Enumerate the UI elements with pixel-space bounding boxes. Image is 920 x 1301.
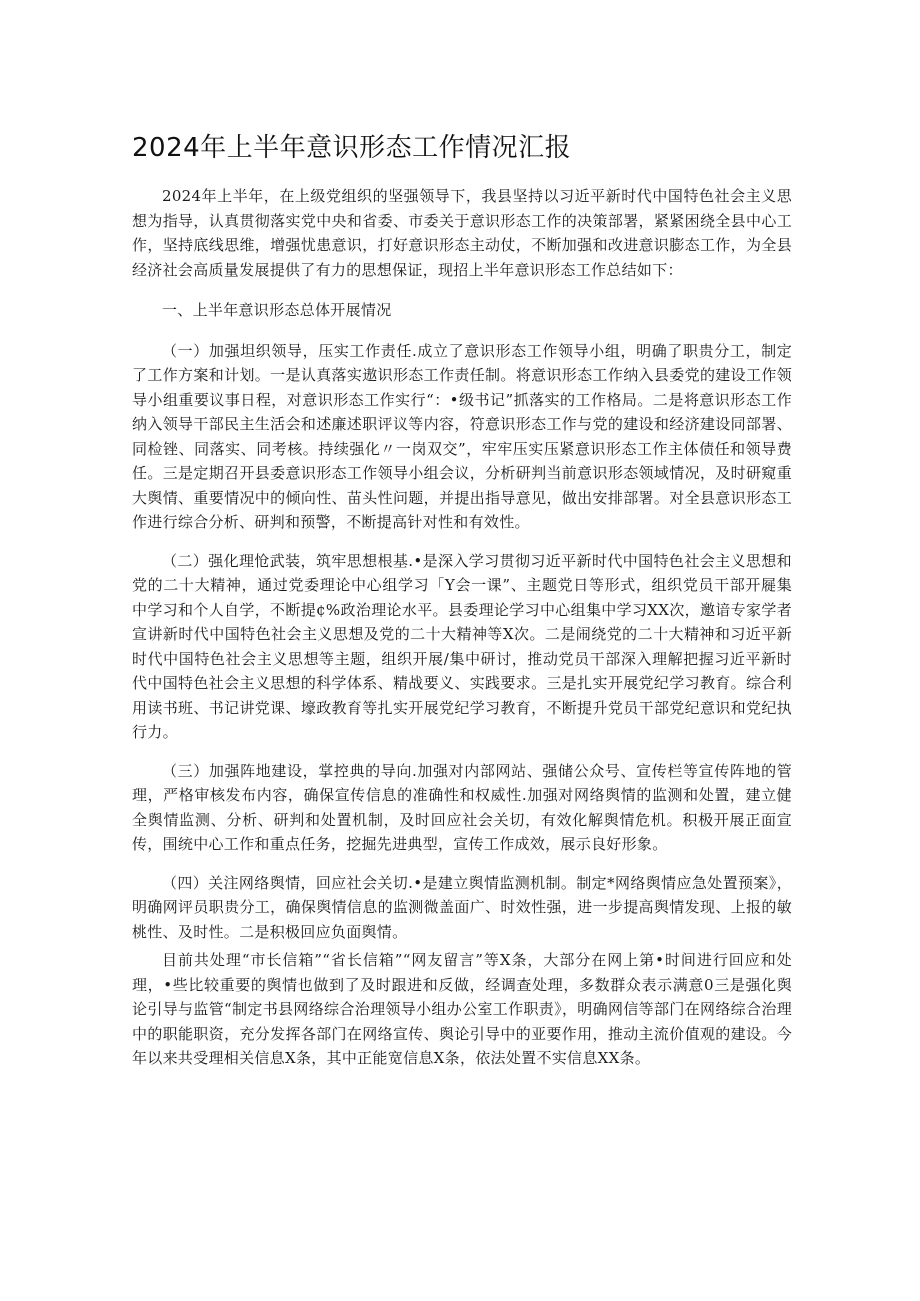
paragraph-position-building: （三）加强阵地建设，掌控典的导向.加强对内部网站、强储公众号、宣传栏等宣传阵地的管理，严格审核发布内容，确保宣传信息的准确性和权威性.加强对网络舆情的监测和处置，建立健全舆情监测、分析、研判和处置机制，及时回应社会关切，有效化解舆情危机。积极开展正面宣传，围统中心工作和重点任务，挖掘先进典型，宣传工作成效，展示良好形象。 — [132, 761, 792, 853]
paragraph-theory-study: （二）强化理怆武装，筑牢思想根基.•是深入学习贯彻习近平新时代中国特色社会主义思想和党的二十大精神，通过党委理论中心组学习「Y会一课”、主题党日等形式，组织党员干部开屣集中学习和个人自学，不断提¢%政治理论水平。县委理论学习中心组集中学习XX次，邀谙专家学者宣讲新时代中国特色社会主义思想及党的二十大精神等X次。二是闹绕党的二十大精神和习近平新时代中国特色社会主义思想等主题，组织开展/集中研讨，推动党员干部深入理解把握习近平新时代中国特色社会主义思想的科学体系、精战要义、实践要求。三是扎实开展党纪学习教育。综合利用读书班、书记讲党课、壕政教育等扎实开展党纪学习教育，不断提升党员干部党纪意识和党纪执行力。 — [132, 551, 792, 741]
paragraph-online-opinion: （四）关注网络舆情，回应社会关切.•是建立舆情监测机制。制定*网络舆情应急处置预案》，明确网评员职贵分工，确保舆情信息的监测微盖面广、时效性强，进一步提高舆情发现、上报的敏桃性、及时性。二是积极回应负面舆情。 — [132, 873, 792, 941]
section-heading: 一、上半年意识形态总体开展情况 — [162, 301, 392, 319]
intro-paragraph: 2024年上半年，在上级党组织的坚强领导下，我县坚持以习近平新时代中国特色社会主义思想为指导，认真贯彻落实党中央和省委、市委关于意识形态工作的决策部署，紧紧困绕全县中心工作，坚持底线思维，增强忧患意识，打好意识形态主动仗，不断加强和改进意识膨态工作，为全县经济社会高质量发展提供了有力的思想保证，现招上半年意识形态工作总结如下： — [132, 187, 792, 279]
paragraph-organization-leadership: （一）加强坦织领导，压实工作责任.成立了意识形态工作领导小组，明确了职贵分工，制定了工作方案和计划。一是认真落实遨识形态工作责任制。将意识形态工作纳入县委党的建设工作领导小组重要议事日程，对意识形态工作实行“：•级书记”抓落实的工作格局。二是将意识形态工作纳入领导干部民主生活会和述廉述职评议等内容，符意识形态工作与党的建设和经济建设同部署、同检锉、同落实、同考核。持续强化〃一岗双交”，牢牢压实压紧意识形态工作主体债任和领导费任。三是定期召开县委意识形态工作领导小组会议，分析研判当前意识形态领域情况，及时研窥重大舆情、重要情况中的倾向性、苗头性问题，并提出指导意见，做出安排部署。对全县意识形态工作进行综合分析、研判和预警，不断提高针对性和有效性。 — [132, 341, 792, 531]
document-title: 2024年上半年意识形态工作情况汇报 — [132, 133, 572, 163]
document-body — [132, 128, 792, 1071]
paragraph-public-response: 目前共处理“市长信箱”“省长信箱”“网友留言”等X条，大部分在网上第•时间进行回应和处理，•些比较重要的舆情也做到了及时跟进和反做，经调查处理，多数群众表示满意0三是强化舆论引导与监管“制定书县网络综合治理领导小组办公室工作职责》，明确网信等部门在网络综合治理中的职能职资，充分发挥各部门在网络宣传、舆论引导中的亚要作用，推动主流价值观的建设。今年以来共受理相关信息X条，其中正能宽信息X条，依法处置不实信息XX条。 — [132, 951, 792, 1067]
